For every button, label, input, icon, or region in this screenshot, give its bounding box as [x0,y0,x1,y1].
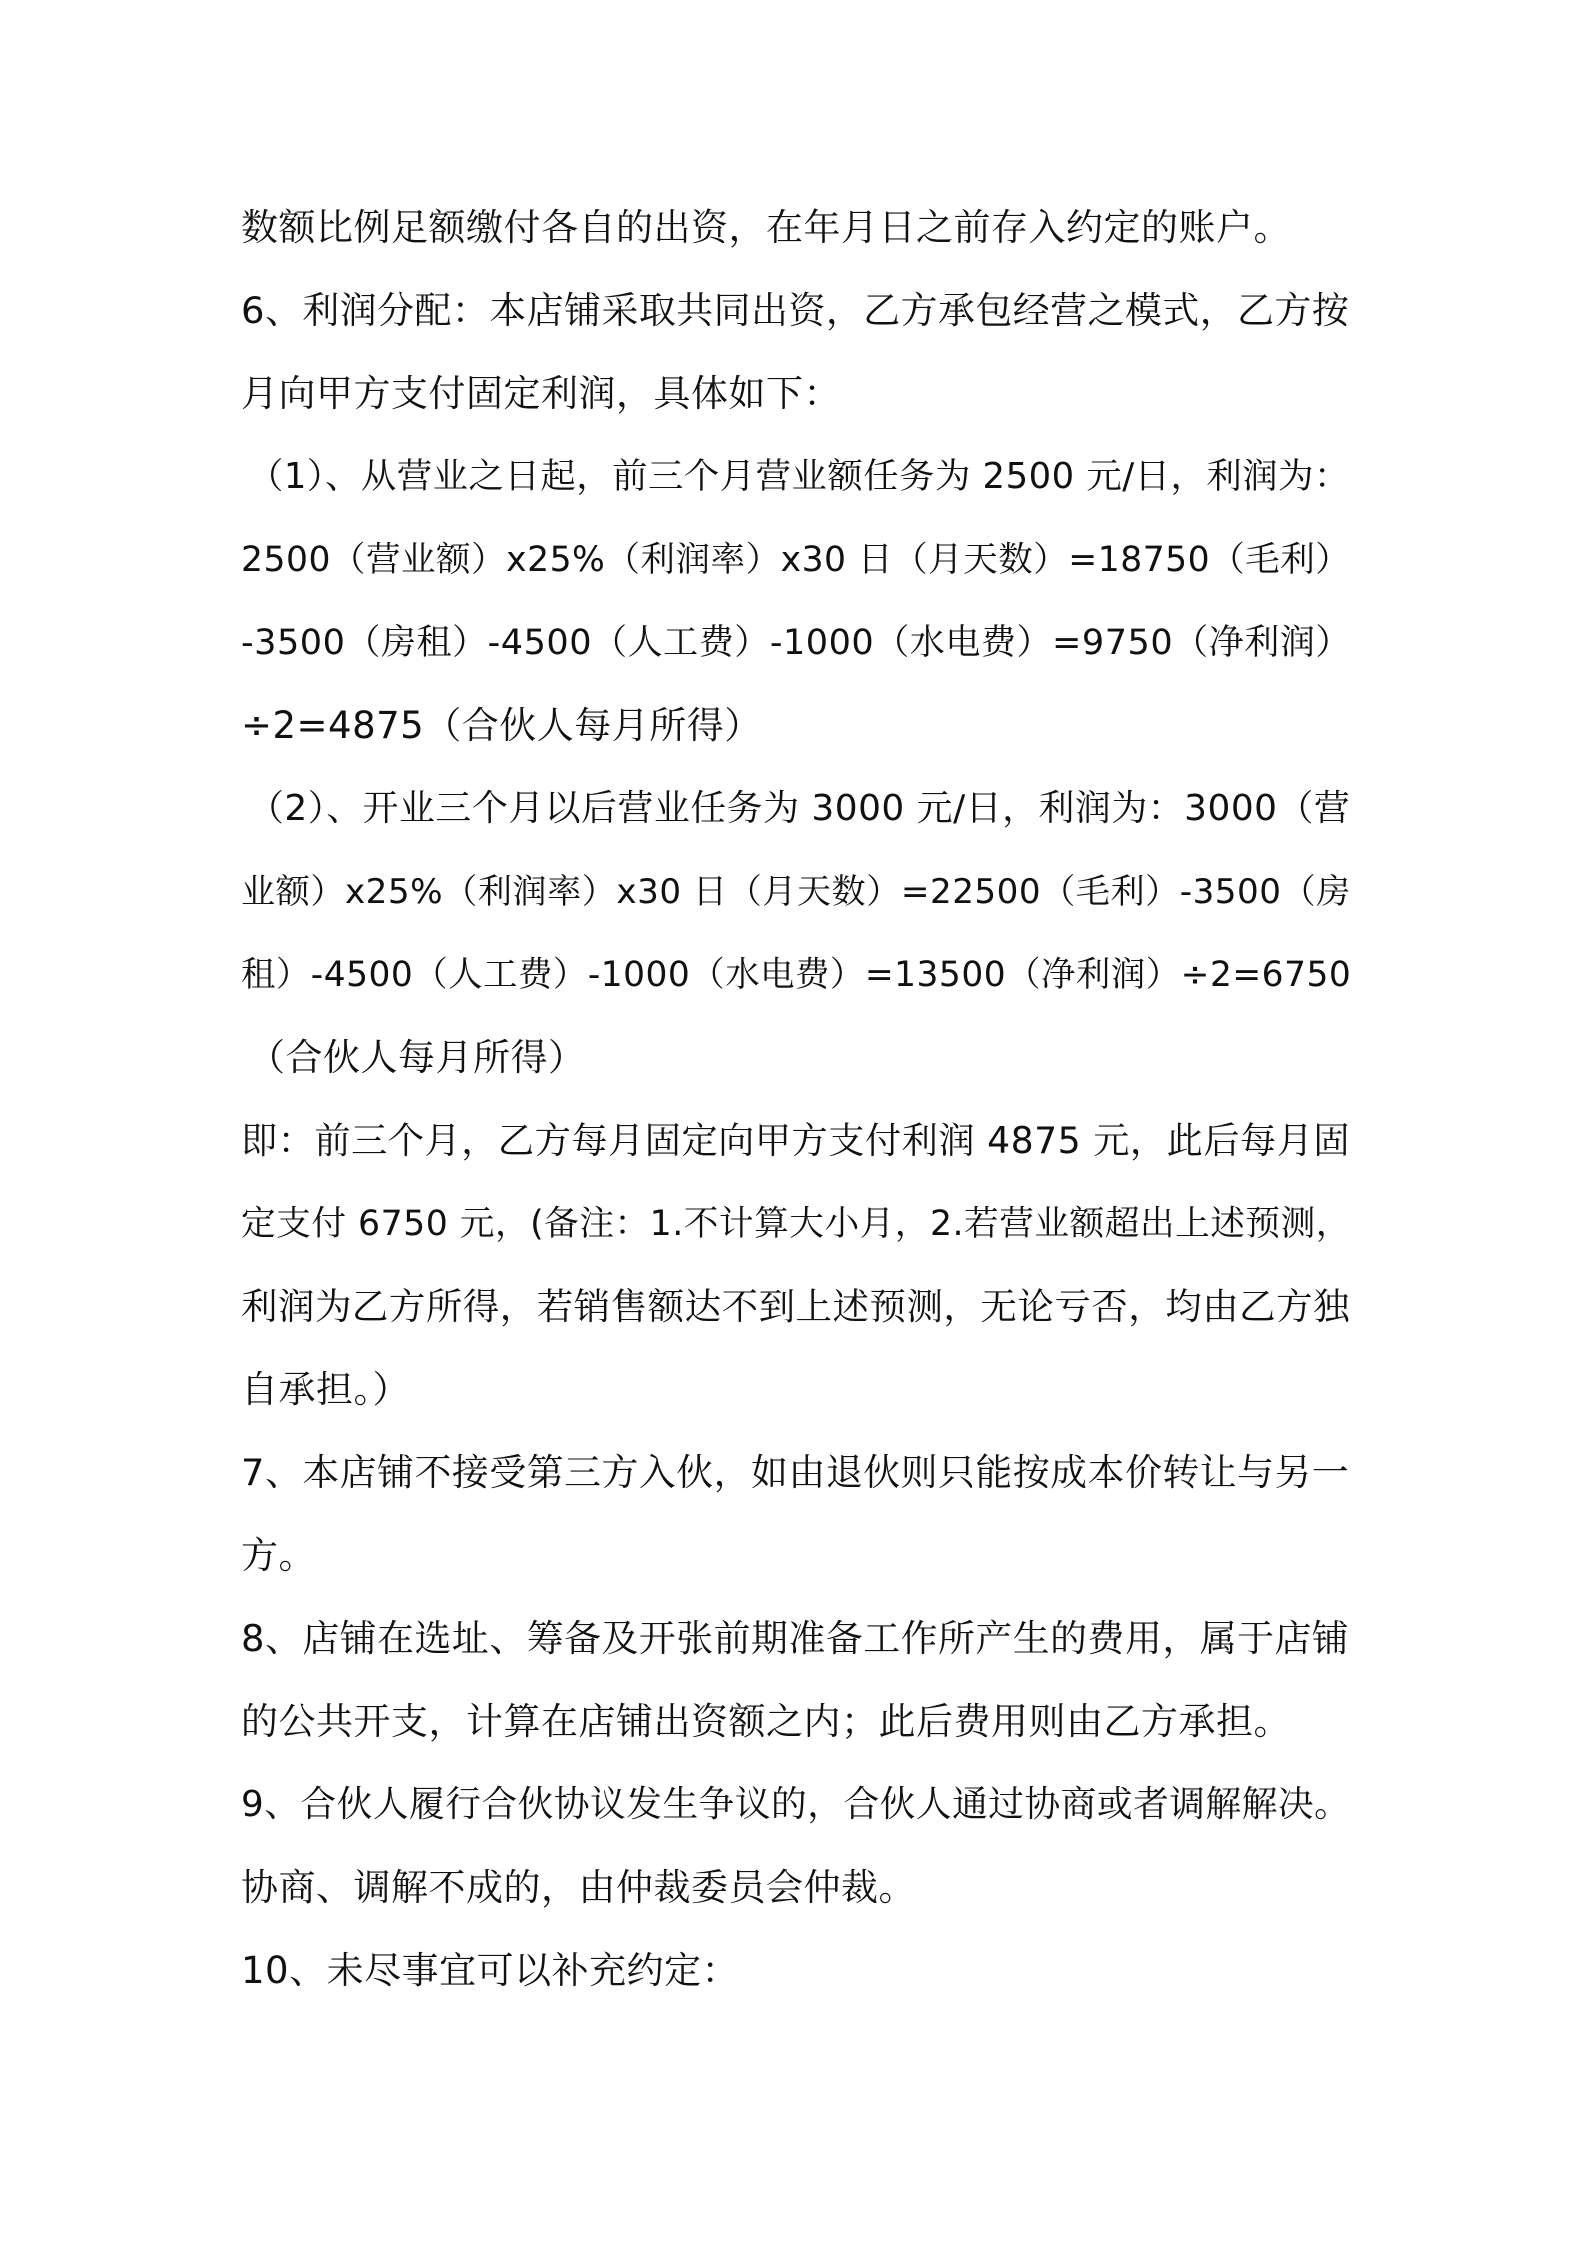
text-line: 定支付 6750 元，(备注：1.不计算大小月，2.若营业额超出上述预测， [241,1204,1351,1244]
text-line: ÷2=4875（合伙人每月所得） [241,704,762,747]
text-line: 数额比例足额缴付各自的出资，在年月日之前存入约定的账户。 [241,206,1291,249]
text-line: 2500（营业额）x25%（利润率）x30 日（月天数）=18750（毛利） [241,540,1351,580]
text-line: 协商、调解不成的，由仲裁委员会仲裁。 [241,1866,916,1909]
text-line: 9、合伙人履行合伙协议发生争议的，合伙人通过协商或者调解解决。 [241,1784,1351,1825]
text-line: 月向甲方支付固定利润，具体如下： [241,372,841,415]
text-line: 的公共开支，计算在店铺出资额之内；此后费用则由乙方承担。 [241,1700,1291,1743]
text-line: 利润为乙方所得，若销售额达不到上述预测，无论亏否，均由乙方独 [241,1285,1351,1328]
text-line: （2）、开业三个月以后营业任务为 3000 元/日，利润为：3000（营 [248,788,1351,829]
text-line: （1）、从营业之日起，前三个月营业额任务为 2500 元/日，利润为： [248,456,1350,497]
text-line: 8、店铺在选址、筹备及开张前期准备工作所产生的费用，属于店铺 [241,1617,1350,1660]
text-line: 10、未尽事宜可以补充约定： [241,1949,740,1992]
text-line: 7、本店铺不接受第三方入伙，如由退伙则只能按成本价转让与另一 [241,1451,1350,1494]
text-line: 租）-4500（人工费）-1000（水电费）=13500（净利润）÷2=6750 [241,955,1352,995]
text-line: 自承担。） [241,1368,410,1411]
text-line: （合伙人每月所得） [248,1036,586,1079]
text-line: -3500（房租）-4500（人工费）-1000（水电费）=9750（净利润） [241,622,1351,663]
text-line: 6、利润分配：本店铺采取共同出资，乙方承包经营之模式，乙方按 [241,289,1350,332]
text-line: 方。 [241,1534,316,1577]
text-line: 即：前三个月，乙方每月固定向甲方支付利润 4875 元，此后每月固 [241,1119,1351,1162]
text-line: 业额）x25%（利润率）x30 日（月天数）=22500（毛利）-3500（房 [241,872,1351,912]
